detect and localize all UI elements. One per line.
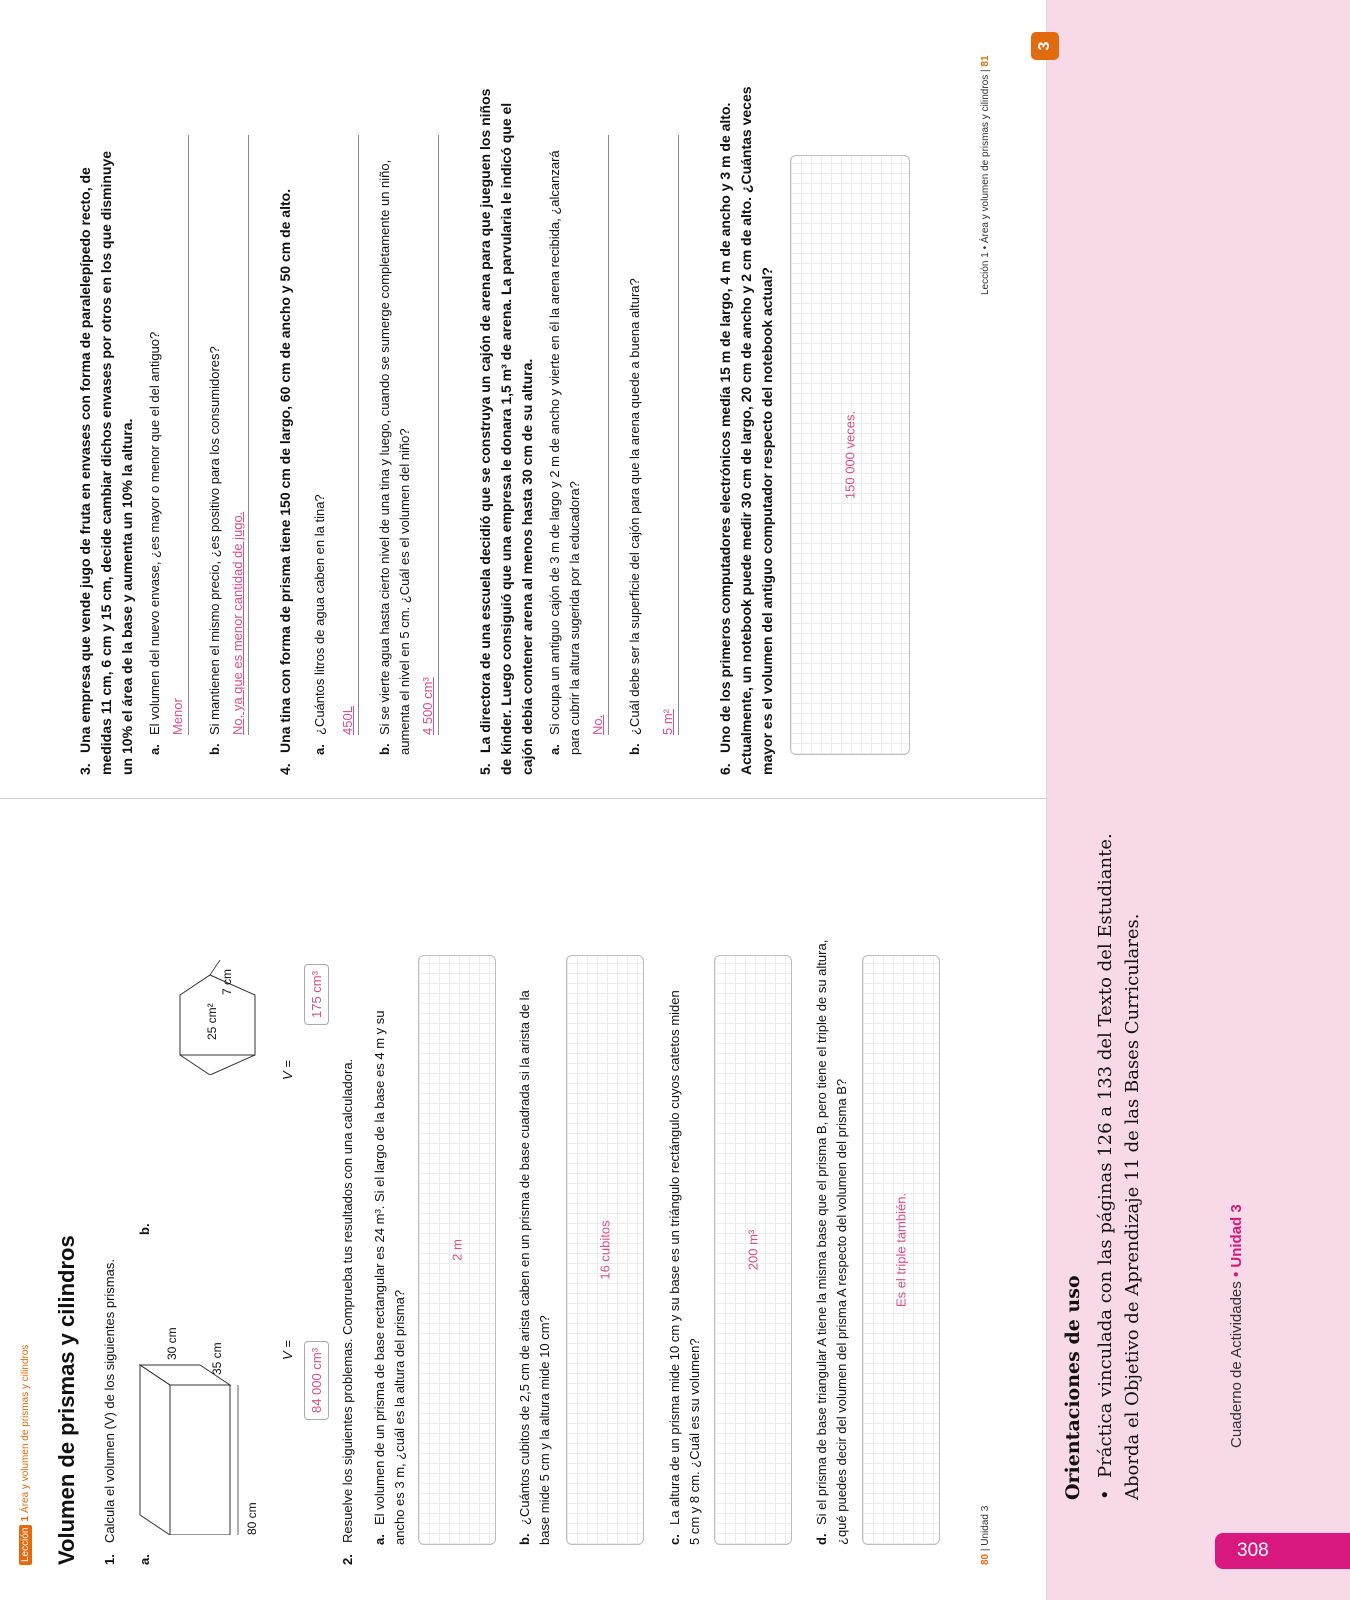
q2a-text: a.El volumen de un prisma de base rectangular es 24 m³. Si el largo de la base es 4 m y su ancho es 3 m, ¿cuál es la altura del prisma?: [372, 1010, 408, 1545]
dim-7cm: 7 cm: [220, 968, 234, 995]
page-title: Volumen de prismas y cilindros: [54, 1235, 79, 1565]
page-81-footer: Lección 1 • Área y volumen de prismas y cilindros | 81: [980, 55, 991, 295]
question-6: 6.Uno de los primeros computadores electrónicos medía 15 m de largo, 4 m de ancho y 3 m de alto. Actualmente, un notebook puede medir 30 cm de largo, 20 cm de ancho y 2 cm de alto. ¿Cuántas veces mayor es el volumen del antiguo computador respecto del notebook actual?: [717, 86, 775, 775]
prism-rectangular-figure: [120, 1315, 250, 1535]
lesson-number: 1: [20, 1515, 31, 1522]
volume-label-b: V =: [280, 1060, 295, 1080]
answer-3b: No, ya que es menor cantidad de jugo.: [230, 511, 245, 735]
q2b-text: b.¿Cuántos cubitos de 2,5 cm de arista caben en un prisma de base cuadrada si la arista de la base mide 5 cm y la altura mide 10 cm?: [517, 990, 553, 1545]
lesson-tag: [20, 1345, 31, 1565]
question-3: 3.Una empresa que vende jugo de fruta en envases con forma de paralelepípedo recto, de medidas 11 cm, 6 cm y 15 cm, decide cambiar dichos envases por otros en los que disminuye un 10% el área de la base y aumenta un 10% la altura.: [77, 150, 135, 775]
question-5: 5.La directora de una escuela decidió que se construya un cajón de arena para que jueguen los niños de kínder. Luego consiguió que una empresa le donara 1,5 m³ de arena. La parvularia le indicó que el cajón debía contener arena al menos hasta 30 cm de su altura.: [477, 88, 535, 775]
answer-box-2d: [862, 955, 940, 1545]
answer-5b: 5 m²: [660, 709, 675, 735]
question-text: Calcula el volumen (V) de los siguientes prismas.: [102, 1259, 117, 1543]
q3a-text: a.El volumen del nuevo envase, ¿es mayor o menor que el del antiguo?: [147, 331, 162, 755]
answer-2a: 2 m: [449, 1239, 465, 1261]
q2c-text: c.La altura de un prisma mide 10 cm y su base es un triángulo rectángulo cuyos catetos miden 5 cm y 8 cm. ¿Cuál es su volumen?: [667, 990, 703, 1545]
answer-line-3b: [248, 135, 249, 735]
question-text: Resuelve los siguientes problemas. Comprueba tus resultados con una calculadora.: [340, 1058, 355, 1543]
volume-answer-b: 175 cm³: [304, 964, 329, 1025]
page-80: [20, 815, 1040, 1565]
answer-line-5b: [678, 135, 679, 735]
page-80-footer: 80 | Unidad 3: [980, 1505, 991, 1565]
answer-box-2b: [566, 955, 644, 1545]
answer-box-6: [790, 155, 910, 755]
q1b-letter: b.: [137, 1223, 152, 1235]
lesson-label: Lección: [19, 1525, 32, 1565]
bullet-dot: •: [1095, 1489, 1116, 1500]
prism-pentagonal-figure: [160, 945, 290, 1075]
q2d-text: d.Si el prisma de base triangular A tiene la misma base que el prisma B, pero tiene el triple de su altura, ¿qué puedes decir del volumen del prisma A respecto del volumen del prisma B?: [814, 939, 850, 1545]
q5a-text: a.Si ocupa un antiguo cajón de 3 m de largo y 2 m de ancho y vierte en él la arena recibida, ¿alcanzará para cubrir la altura sugerida por la educadora?: [547, 150, 583, 755]
answer-line-4a: [358, 135, 359, 735]
question-4: 4.Una tina con forma de prisma tiene 150 cm de largo, 60 cm de ancho y 50 cm de alto.: [277, 188, 293, 775]
q1a-letter: a.: [137, 1554, 152, 1565]
answer-3a: Menor: [170, 698, 185, 735]
cuaderno-label: Cuaderno de Actividades • Unidad 3: [1228, 1204, 1245, 1448]
orientations-panel: [1062, 833, 1182, 1500]
q4a-text: a.¿Cuántos litros de agua caben en la tina?: [312, 494, 327, 755]
question-1: [100, 865, 120, 1565]
answer-box-2c: [714, 955, 792, 1545]
lesson-title: Área y volumen de prismas y cilindros: [20, 1344, 31, 1513]
dim-35cm: 35 cm: [210, 1342, 224, 1375]
orientations-title: Orientaciones de uso: [1062, 1275, 1084, 1500]
orientations-bullet: •Práctica vinculada con las páginas 126 a 133 del Texto del Estudiante. Aborda el Objetivo de Aprendizaje 11 de las Bases Curriculares.: [1092, 780, 1146, 1500]
answer-box-2a: [418, 955, 496, 1545]
page-divider: [0, 798, 1047, 799]
q4b-text: b.Si se vierte agua hasta cierto nivel de una tina y luego, cuando se sumerge completamente un niño, aumenta el nivel en 5 cm. ¿Cuál es el volumen del niño?: [377, 159, 413, 755]
answer-line-4b: [438, 135, 439, 735]
dim-30cm: 30 cm: [165, 1327, 179, 1360]
answer-line-5a: [608, 135, 609, 735]
answer-line-3a: [188, 135, 189, 735]
q3b-text: b.Si mantienen el mismo precio, ¿es positivo para los consumidores?: [207, 346, 222, 755]
volume-label-a: V =: [280, 1340, 295, 1360]
answer-5a: No.: [590, 714, 605, 735]
dim-25cm2: 25 cm²: [205, 1003, 219, 1040]
answer-2b: 16 cubitos: [597, 1220, 613, 1280]
question-number: 1.: [102, 1554, 117, 1565]
q5b-text: b.¿Cuál debe ser la superficie del cajón para que la arena quede a buena altura?: [627, 278, 642, 755]
answer-2d: Es el triple también.: [893, 1192, 909, 1308]
answer-4a: 450L: [340, 706, 355, 735]
volume-answer-a: 84 000 cm³: [304, 1341, 329, 1420]
page-number-tab: 308: [1215, 1533, 1350, 1569]
answer-6: 150 000 veces.: [842, 410, 858, 500]
answer-2c: 200 m³: [745, 1229, 761, 1271]
dim-80cm: 80 cm: [245, 1502, 259, 1535]
page-81: [20, 20, 1040, 775]
question-2: 2.Resuelve los siguientes problemas. Comprueba tus resultados con una calculadora.: [340, 1058, 355, 1565]
answer-4b: 4 500 cm³: [420, 677, 435, 735]
unit-badge: 3: [1031, 32, 1059, 60]
